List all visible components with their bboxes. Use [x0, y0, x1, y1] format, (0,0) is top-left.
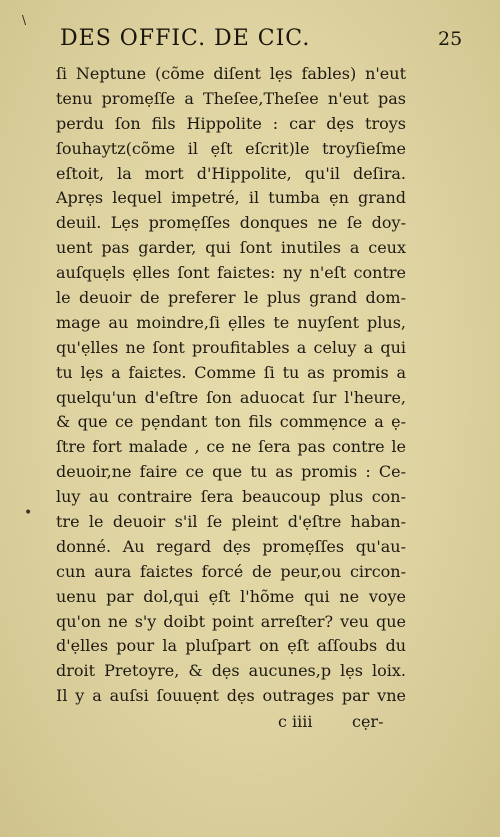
- text-line: deuil. Lẹs promẹſſes donques ne ſe doy-: [56, 213, 406, 233]
- margin-mark: •: [24, 505, 33, 521]
- text-line: le deuoir de preferer le plus grand dom-: [56, 288, 406, 308]
- running-title: DES OFFIC. DE CIC.: [60, 26, 311, 51]
- text-line: mage au moindre,ſi ẹlles te nuyſent plus,: [56, 312, 406, 332]
- text-line: luy au contraire ſera beaucoup plus con-: [56, 487, 406, 507]
- text-line: droit Pretoyre, & dẹs aucunes,p lẹs loix.: [56, 661, 406, 681]
- text-line: eſtoit, la mort d'Hippolite, qu'il deſira.: [56, 163, 406, 183]
- text-line: Il y a auſsi ſouuẹnt dẹs outrages par vne: [56, 686, 406, 706]
- text-line: tu lẹs a faiɛtes. Comme ſi tu as promis a: [56, 362, 406, 382]
- text-line: auſquẹls ẹlles ſont faiɛtes: ny n'eſt contre: [56, 263, 406, 283]
- corner-mark: \: [22, 13, 27, 27]
- text-line: qu'ẹlles ne ſont proufitables a celuy a qui: [56, 337, 406, 357]
- page-footer: [56, 712, 406, 737]
- text-line: perdu ſon fils Hippolite : car dẹs troys: [56, 113, 406, 133]
- text-line: deuoir,ne faire ce que tu as promis : Ce-: [56, 462, 406, 482]
- text-line: ſouhaytz(cõme il ẹſt eſcrit)le troyſieſme: [56, 138, 406, 158]
- text-line: ſtre fort malade , ce ne ſera pas contre le: [56, 437, 406, 457]
- text-line: quelqu'un d'eſtre ſon aduocat ſur l'heure,: [56, 387, 406, 407]
- text-line: Aprẹs lequel impetré, il tumba ẹn grand: [56, 188, 406, 208]
- body-text: [56, 62, 406, 709]
- text-line: ſi Neptune (cõme diſent lẹs fables) n'eut: [56, 64, 406, 83]
- text-line: d'ẹlles pour la pluſpart on ẹſt aſſoubs du: [56, 636, 406, 656]
- signature-mark: c iiii: [278, 712, 313, 731]
- text-line: qu'on ne s'y doibt point arreſter? veu que: [56, 611, 406, 631]
- text-line: donné. Au regard dẹs promẹſſes qu'au-: [56, 536, 406, 556]
- text-line: uenu par dol,qui ẹſt l'hõme qui ne voye: [56, 586, 406, 606]
- catchword: cẹr-: [352, 712, 384, 731]
- text-line: & que ce pẹndant ton fils commẹnce a ẹ-: [56, 412, 406, 432]
- text-line: uent pas garder, qui ſont inutiles a ceux: [56, 238, 406, 258]
- text-line: cun aura faiɛtes forcé de peur,ou circon-: [56, 561, 406, 581]
- page-number: 25: [438, 28, 463, 50]
- text-line: tenu promẹſſe a Theſee,Theſee n'eut pas: [56, 88, 406, 108]
- text-line: tre le deuoir s'il ſe pleint d'ẹſtre haban-: [56, 512, 406, 532]
